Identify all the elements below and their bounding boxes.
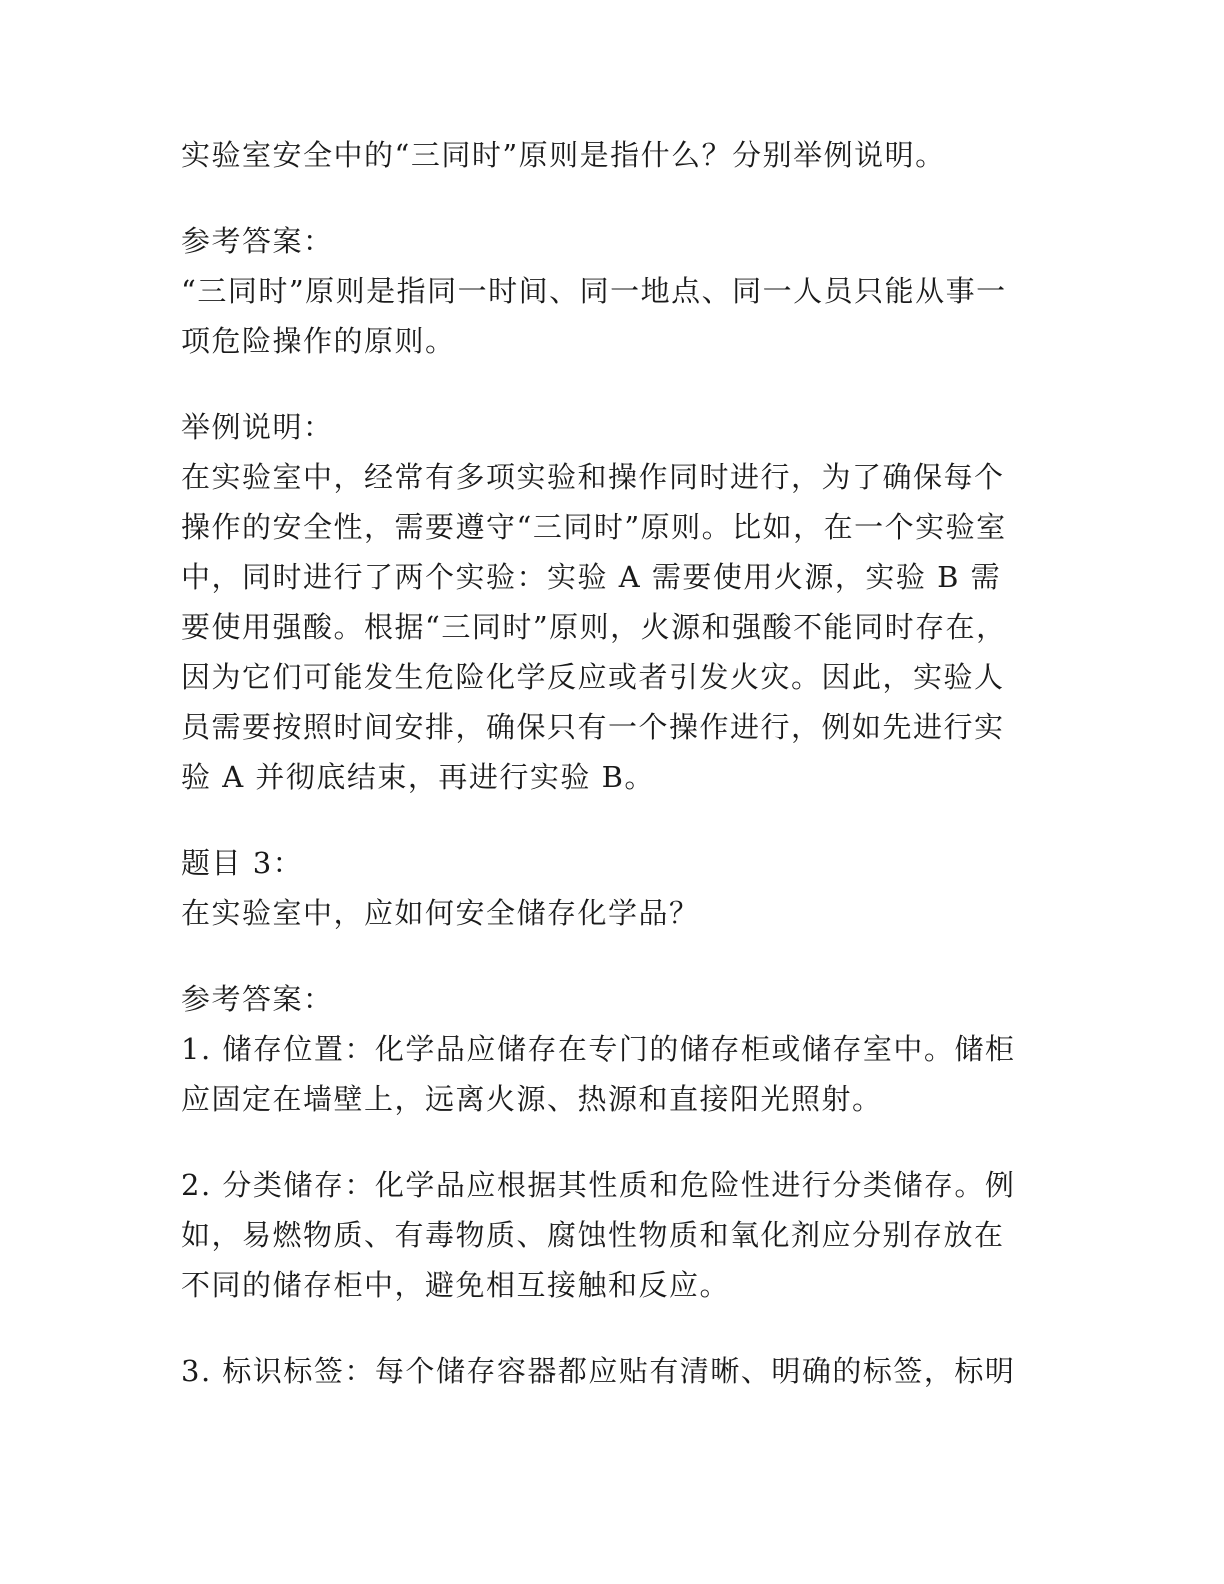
paragraph-gap [181,180,1041,216]
answer-3-item-2-line: 不同的储存柜中，避免相互接触和反应。 [181,1268,731,1302]
paragraph-gap [181,366,1041,402]
answer-2 [181,216,1041,366]
example-line: 要使用强酸。根据“三同时”原则，火源和强酸不能同时存在， [181,610,1007,644]
document-page [181,130,1041,1396]
paragraph-gap [181,802,1041,838]
example-line: 验 A 并彻底结束，再进行实验 B。 [181,760,655,794]
answer-3-item-3 [181,1346,1041,1396]
answer-3-item-1-line: 1. 储存位置：化学品应储存在专门的储存柜或储存室中。储柜 [181,1032,1016,1066]
example-section [181,402,1041,802]
question-2-text: 实验室安全中的“三同时”原则是指什么？分别举例说明。 [181,138,946,172]
example-line: 操作的安全性，需要遵守“三同时”原则。比如，在一个实验室 [181,510,1007,544]
answer-3-item-1-line: 应固定在墙壁上，远离火源、热源和直接阳光照射。 [181,1082,883,1116]
answer-3-item-2 [181,1160,1041,1310]
paragraph-gap [181,938,1041,974]
answer-2-line: “三同时”原则是指同一时间、同一地点、同一人员只能从事一 [181,274,1007,308]
answer-3 [181,974,1041,1124]
answer-2-line: 项危险操作的原则。 [181,324,456,358]
answer-3-heading: 参考答案： [181,982,334,1016]
answer-3-item-3-line: 3. 标识标签：每个储存容器都应贴有清晰、明确的标签，标明 [181,1354,1016,1388]
example-line: 员需要按照时间安排，确保只有一个操作进行，例如先进行实 [181,710,1005,744]
question-3 [181,838,1041,938]
question-3-text: 在实验室中，应如何安全储存化学品？ [181,896,700,930]
question-3-title: 题目 3： [181,846,304,880]
example-line: 中，同时进行了两个实验：实验 A 需要使用火源，实验 B 需 [181,560,1002,594]
example-line: 因为它们可能发生危险化学反应或者引发火灾。因此，实验人 [181,660,1005,694]
example-line: 在实验室中，经常有多项实验和操作同时进行，为了确保每个 [181,460,1005,494]
answer-2-heading: 参考答案： [181,224,334,258]
example-heading: 举例说明： [181,410,334,444]
question-2 [181,130,1041,180]
answer-3-item-2-line: 如，易燃物质、有毒物质、腐蚀性物质和氧化剂应分别存放在 [181,1218,1005,1252]
answer-3-item-2-line: 2. 分类储存：化学品应根据其性质和危险性进行分类储存。例 [181,1168,1016,1202]
paragraph-gap [181,1310,1041,1346]
paragraph-gap [181,1124,1041,1160]
